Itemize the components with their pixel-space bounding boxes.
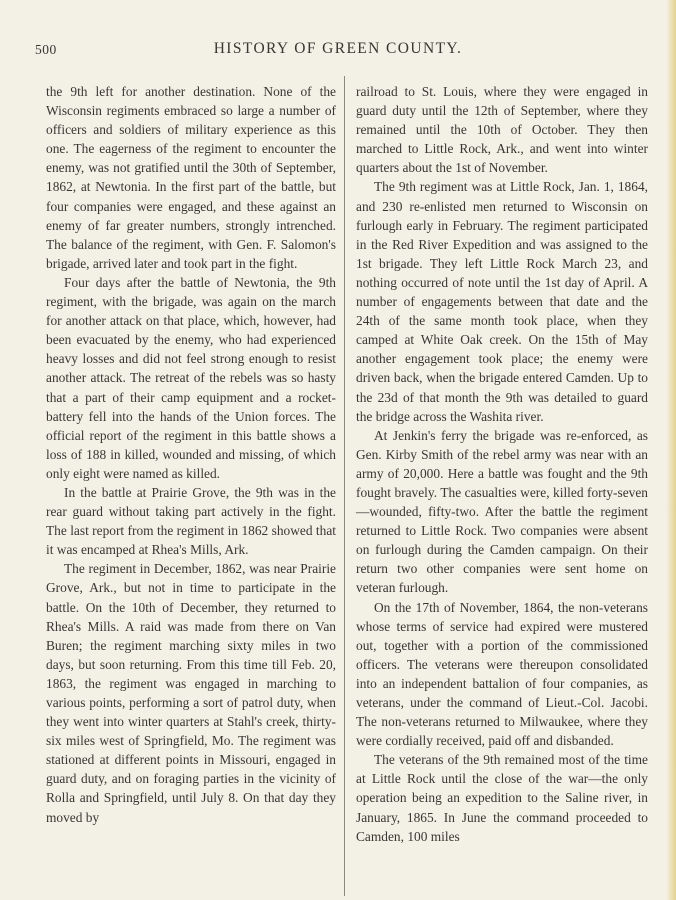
paragraph: railroad to St. Louis, where they were engaged in guard duty until the 12th of September, where they remained until the 10th of October. They then marched to Little Rock, Ark., and went into winter quarters about the 1st of November. [356,84,648,176]
paragraph: On the 17th of November, 1864, the non-veterans whose terms of service had expired were mustered out, together with a portion of the commissioned officers. The veterans were thereupon consolidated into an independent battalion of four companies, as veterans, under the command of Lieut.-Col. Jacobi. The non-veterans returned to Milwaukee, where they were cordially received, paid off and disbanded. [356,599,648,749]
left-column [46,82,336,827]
paragraph: The regiment in December, 1862, was near Prairie Grove, Ark., but not in time to participate in the battle. On the 10th of December, they returned to Rhea's Mills. A raid was made from there on Van Buren; the regiment marching sixty miles in two days, but soon returning. From this time till Feb. 20, 1863, the regiment was engaged in marching to various points, performing a sort of patrol duty, when they went into winter quarters at Stahl's creek, thirty-six miles west of Springfield, Mo. The regiment was stationed at different points in Missouri, engaged in guard duty, and on foraging parties in the vicinity of Rolla and Springfield, until July 8. On that day they moved by [46,561,336,825]
paragraph: The veterans of the 9th remained most of the time at Little Rock until the close of the war—the only operation being an expedition to the Saline river, in January, 1865. In June the command proceeded to Camden, 100 miles [356,752,648,844]
page-number: 500 [35,42,57,57]
paragraph: In the battle at Prairie Grove, the 9th was in the rear guard without taking part actively in the fight. The last report from the regiment in 1862 showed that it was encamped at Rhea's Mills, Ark. [46,484,336,558]
page-edge [666,0,676,900]
paragraph: At Jenkin's ferry the brigade was re-enforced, as Gen. Kirby Smith of the rebel army was near with an army of 20,000. Here a battle was fought and the 9th fought bravely. The casualties were, killed forty-seven—wounded, fifty-two. After the battle the regiment returned to Little Rock. Two companies were absent on furlough during the Camden campaign. On their return two other companies were sent home on veteran furlough. [356,427,648,596]
running-head-title: HISTORY OF GREEN COUNTY. [213,40,463,57]
paragraph: Four days after the battle of Newtonia, the 9th regiment, with the brigade, was again on the march for another attack on that place, which, however, had been evacuated by the enemy, who had experienced heavy losses and did not feel strong enough to resist another attack. The retreat of the rebels was so hasty that a part of their camp equipment and a rocket-battery fell into the hands of the Union forces. The official report of the regiment in this battle shows a loss of 188 in killed, wounded and missing, of which only eight were named as killed. [46,274,336,481]
paragraph: The 9th regiment was at Little Rock, Jan. 1, 1864, and 230 re-enlisted men returned to Wisconsin on furlough early in February. The regiment participated in the Red River Expedition and was assigned to the 1st brigade. They left Little Rock March 23, and nothing occurred of note until the 1st day of April. A number of engagements between that date and the 24th of the same month took place, when they camped at White Oak creek. On the 15th of May another engagement took place; the enemy were driven back, when the brigade entered Camden. Up to the 23d of that month the 9th was detailed to guard the bridge across the Washita river. [356,179,648,424]
paragraph: the 9th left for another destination. None of the Wisconsin regiments embraced so large a number of officers and soldiers of military experience as this one. The eagerness of the regiment to encounter the enemy, was not gratified until the 30th of September, 1862, at Newtonia. In the first part of the battle, but four companies were engaged, and these against an enemy of far greater numbers, strongly intrenched. The balance of the regiment, with Gen. F. Salomon's brigade, arrived later and took part in the fight. [46,84,336,271]
column-divider [344,76,345,896]
right-column [356,82,648,846]
